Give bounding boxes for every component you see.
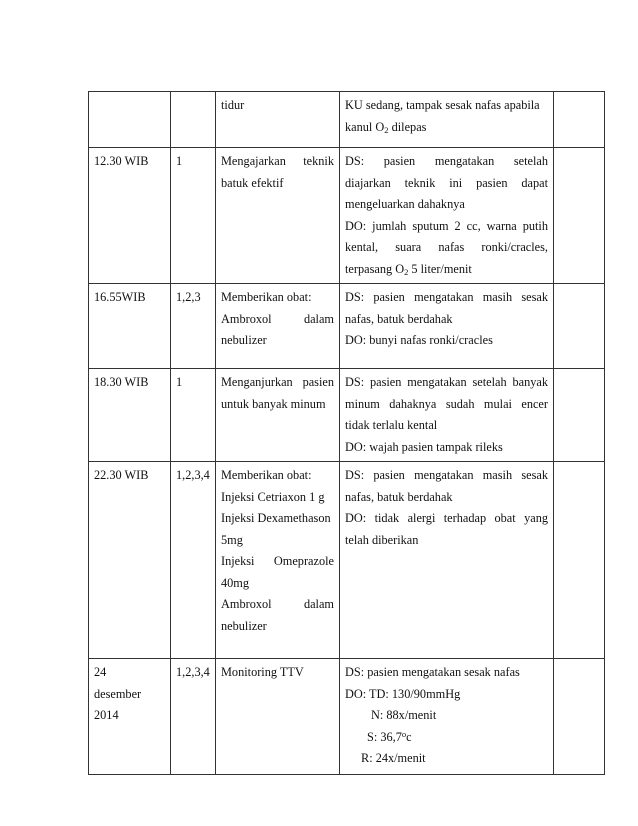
signature-cell — [554, 92, 605, 148]
evaluation-cell: DS: pasien mengatakan setelah banyak minum dahaknya sudah mulai encer tidak terlalu kental DO: wajah pasien tampak rileks — [340, 369, 554, 462]
evaluation-cell: DS: pasien mengatakan masih sesak nafas, batuk berdahak DO: tidak alergi terhadap obat yang telah diberikan — [340, 462, 554, 659]
time-cell: 24 desember 2014 — [89, 659, 171, 775]
table-row — [89, 369, 605, 462]
signature-cell — [554, 148, 605, 284]
evaluation-cell: DS: pasien mengatakan setelah diajarkan teknik ini pasien dapat mengeluarkan dahaknya DO: jumlah sputum 2 cc, warna putih kental, suara nafas ronki/cracles, terpasang $O_2$ 5 liter/menit — [340, 148, 554, 284]
evaluation-cell: KU sedang, tampak sesak nafas apabila kanul $O_2$ dilepas — [340, 92, 554, 148]
signature-cell — [554, 369, 605, 462]
table-row — [89, 284, 605, 369]
diagnosis-cell: 1 — [171, 148, 216, 284]
evaluation-cell: DS: pasien mengatakan masih sesak nafas, batuk berdahak DO: bunyi nafas ronki/cracles — [340, 284, 554, 369]
diagnosis-cell: 1,2,3 — [171, 284, 216, 369]
time-cell: 16.55WIB — [89, 284, 171, 369]
diagnosis-cell: 1 — [171, 369, 216, 462]
action-cell: Memberikan obat: Ambroxol dalam nebulizer — [216, 284, 340, 369]
action-cell: Memberikan obat: Injeksi Cetriaxon 1 g Injeksi Dexamethason 5mg Injeksi Omeprazole 40mg Ambroxol dalam nebulizer — [216, 462, 340, 659]
evaluation-cell: DS: pasien mengatakan sesak nafas DO: TD: 130/90mmHg N: 88x/menit S: 36,7$^o$c R: 24x/menit — [340, 659, 554, 775]
diagnosis-cell — [171, 92, 216, 148]
table-row — [89, 148, 605, 284]
diagnosis-cell: 1,2,3,4 — [171, 462, 216, 659]
action-cell: Mengajarkan teknik batuk efektif — [216, 148, 340, 284]
time-cell: 18.30 WIB — [89, 369, 171, 462]
implementation-table — [88, 91, 605, 775]
diagnosis-cell: 1,2,3,4 — [171, 659, 216, 775]
action-cell: tidur — [216, 92, 340, 148]
table-row — [89, 92, 605, 148]
table-row — [89, 659, 605, 775]
table-row — [89, 462, 605, 659]
time-cell: 12.30 WIB — [89, 148, 171, 284]
signature-cell — [554, 284, 605, 369]
time-cell: 22.30 WIB — [89, 462, 171, 659]
action-cell: Menganjurkan pasien untuk banyak minum — [216, 369, 340, 462]
time-cell — [89, 92, 171, 148]
signature-cell — [554, 659, 605, 775]
signature-cell — [554, 462, 605, 659]
action-cell: Monitoring TTV — [216, 659, 340, 775]
